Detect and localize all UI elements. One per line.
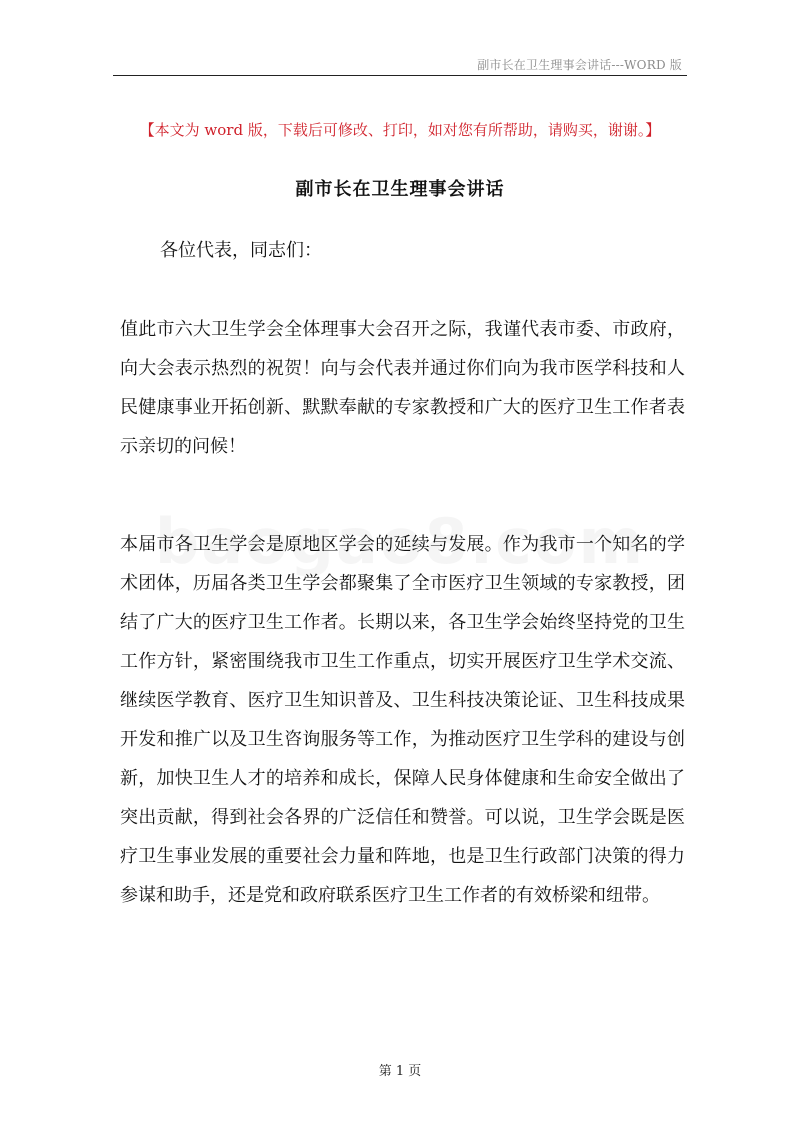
paragraph-2: 本届市各卫生学会是原地区学会的延续与发展。作为我市一个知名的学术团体，历届各类卫生学会都聚集了全市医疗卫生领域的专家教授，团结了广大的医疗卫生工作者。长期以来，各卫生学会始终坚持党的卫生工作方针，紧密围绕我市卫生工作重点，切实开展医疗卫生学术交流、继续医学教育、医疗卫生知识普及、卫生科技决策论证、卫生科技成果开发和推广以及卫生咨询服务等工作，为推动医疗卫生学科的建设与创新，加快卫生人才的培养和成长，保障人民身体健康和生命安全做出了突出贡献，得到社会各界的广泛信任和赞誉。可以说，卫生学会既是医疗卫生事业发展的重要社会力量和阵地，也是卫生行政部门决策的得力参谋和助手，还是党和政府联系医疗卫生工作者的有效桥梁和纽带。 xyxy=(120,534,685,906)
purchase-notice: 【本文为 word 版，下载后可修改、打印，如对您有所帮助，请购买，谢谢。】 xyxy=(139,121,661,139)
document-title: 副市长在卫生理事会讲话 xyxy=(295,179,505,200)
paragraph-1: 值此市六大卫生学会全体理事大会召开之际，我谨代表市委、市政府，向大会表示热烈的祝贺！向与会代表并通过你们向为我市医学科技和人民健康事业开拓创新、默默奉献的专家教授和广大的医疗卫生工作者表示亲切的问候！ xyxy=(120,319,685,457)
running-header: 副市长在卫生理事会讲话---WORD 版 xyxy=(477,58,682,72)
page-number: 第 1 页 xyxy=(378,1064,422,1079)
header-divider xyxy=(113,75,687,76)
greeting: 各位代表，同志们： xyxy=(160,240,322,261)
